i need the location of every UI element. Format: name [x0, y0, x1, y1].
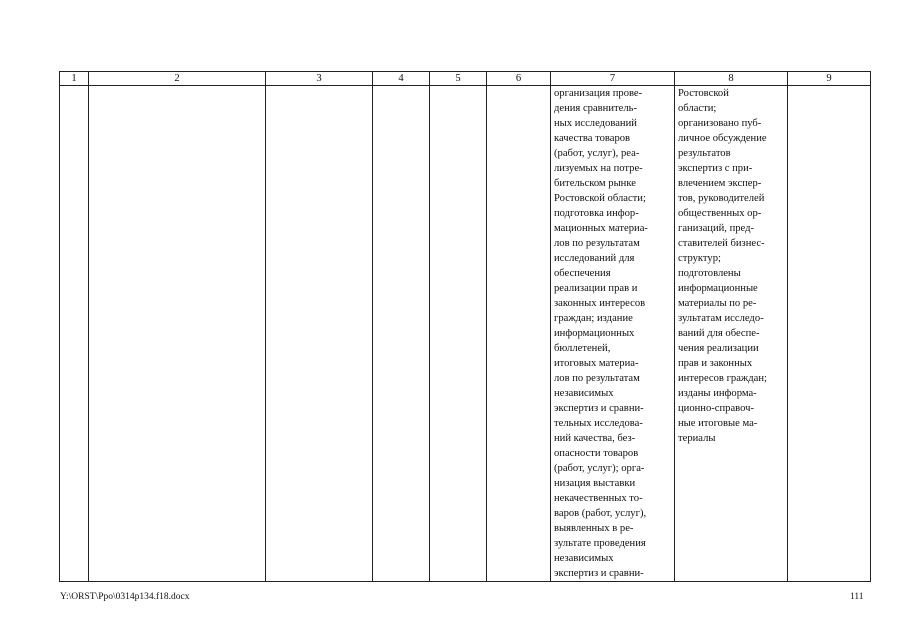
data-table [59, 71, 871, 582]
table-row [60, 86, 871, 582]
column-header-9: 9 [788, 72, 871, 86]
column-header-7: 7 [551, 72, 675, 86]
cell-col-3 [266, 86, 373, 582]
cell-col-6 [487, 86, 551, 582]
header-row [60, 72, 871, 86]
column-header-8: 8 [675, 72, 788, 86]
footer-file-path: Y:\ORST\Ppo\0314p134.f18.docx [60, 592, 190, 602]
cell-col-9 [788, 86, 871, 582]
cell-col-5 [430, 86, 487, 582]
column-header-2: 2 [89, 72, 266, 86]
cell-col-4 [373, 86, 430, 582]
column-header-1: 1 [60, 72, 89, 86]
cell-col-8-results: Ростовской области; организовано пуб- личное обсуждение результатов экспертиз с при- влечением экспер- тов, руководителей общественных ор- ганизаций, пред- ставителей бизнес- структур; подготовлены информационные материалы по ре- зультатам исследо- ваний для обеспе- чения реализации прав и законных интересов граждан; изданы информа- ционно-справоч- ные итоговые ма- териалы [675, 86, 788, 582]
cell-col-2 [89, 86, 266, 582]
column-header-3: 3 [266, 72, 373, 86]
cell-col-7-activities: организация прове- дения сравнитель- ных исследований качества товаров (работ, услуг), реа- лизуемых на потре- бительском рынке Ростовской области; подготовка инфор- мационных материа- лов по результатам исследований для обеспечения реализации прав и законных интересов граждан; издание информационных бюллетеней, итоговых материа- лов по результатам независимых экспертиз и сравни- тельных исследова- ний качества, без- опасности товаров (работ, услуг); орга- низация выставки некачественных то- варов (работ, услуг), выявленных в ре- зультате проведения независимых экспертиз и сравни- [551, 86, 675, 582]
column-header-5: 5 [430, 72, 487, 86]
page-number: 111 [850, 592, 864, 602]
column-header-4: 4 [373, 72, 430, 86]
cell-col-1 [60, 86, 89, 582]
column-header-6: 6 [487, 72, 551, 86]
